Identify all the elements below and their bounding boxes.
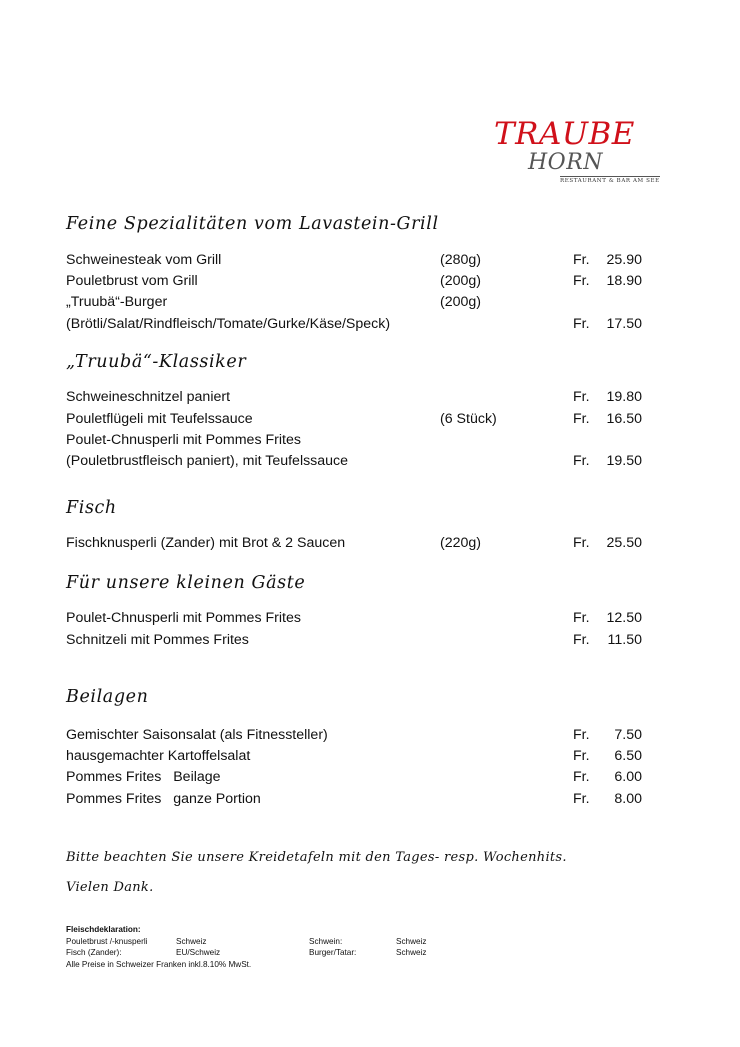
menu-item bbox=[66, 451, 646, 471]
section-title-grill: Feine Spezialitäten vom Lavastein-Grill bbox=[66, 214, 439, 234]
item-currency: Fr. bbox=[573, 769, 590, 785]
section-title-beilagen: Beilagen bbox=[66, 687, 149, 707]
chalkboard-note: Bitte beachten Sie unsere Kreidetafeln mit den Tages- resp. Wochenhits. bbox=[66, 850, 567, 865]
item-qty: (220g) bbox=[440, 535, 482, 551]
item-name: (Brötli/Salat/Rindfleisch/Tomate/Gurke/Käse/Speck) bbox=[66, 316, 391, 332]
item-currency: Fr. bbox=[573, 610, 590, 626]
logo-line-1: TRAUBE bbox=[494, 116, 635, 152]
item-currency: Fr. bbox=[573, 316, 590, 332]
item-name: Pommes Frites Beilage bbox=[66, 769, 221, 785]
section-title-klassiker: „Truubä“-Klassiker bbox=[66, 352, 247, 372]
item-name: Schweinesteak vom Grill bbox=[66, 252, 222, 268]
logo-tagline: RESTAURANT & BAR AM SEE bbox=[560, 178, 660, 184]
menu-item bbox=[66, 725, 646, 745]
declaration-origin: Schweiz bbox=[396, 936, 427, 946]
section-title-fisch: Fisch bbox=[66, 498, 117, 518]
declaration-origin: Schweiz bbox=[176, 936, 207, 946]
item-price: 18.90 bbox=[606, 273, 642, 289]
item-name: Schnitzeli mit Pommes Frites bbox=[66, 632, 249, 648]
restaurant-logo bbox=[490, 116, 660, 188]
item-price: 6.00 bbox=[614, 769, 642, 785]
item-qty: (6 Stück) bbox=[440, 411, 497, 427]
menu-item bbox=[66, 767, 646, 787]
item-price: 11.50 bbox=[607, 632, 642, 648]
meat-declaration bbox=[66, 924, 486, 970]
menu-item bbox=[66, 630, 646, 650]
declaration-product: Schwein: bbox=[309, 936, 343, 946]
item-currency: Fr. bbox=[573, 252, 590, 268]
declaration-row bbox=[66, 947, 486, 959]
item-currency: Fr. bbox=[573, 535, 590, 551]
menu-item bbox=[66, 250, 646, 270]
item-currency: Fr. bbox=[573, 389, 590, 405]
item-name: Fischknusperli (Zander) mit Brot & 2 Saucen bbox=[66, 535, 346, 551]
menu-item bbox=[66, 746, 646, 766]
thank-you-note: Vielen Dank. bbox=[66, 880, 154, 895]
item-currency: Fr. bbox=[573, 727, 590, 743]
menu-item bbox=[66, 789, 646, 809]
item-name: „Truubä“-Burger bbox=[66, 294, 168, 310]
item-price: 19.50 bbox=[606, 453, 642, 469]
item-name: Schweineschnitzel paniert bbox=[66, 389, 231, 405]
item-name: Poulet-Chnusperli mit Pommes Frites bbox=[66, 610, 301, 626]
declaration-product: Pouletbrust /-knusperli bbox=[66, 936, 148, 946]
item-qty: (200g) bbox=[440, 273, 482, 289]
menu-item bbox=[66, 608, 646, 628]
menu-item bbox=[66, 271, 646, 291]
item-currency: Fr. bbox=[573, 632, 590, 648]
declaration-product: Fisch (Zander): bbox=[66, 948, 122, 957]
price-note: Alle Preise in Schweizer Franken inkl.8.10% MwSt. bbox=[66, 959, 252, 969]
declaration-product: Burger/Tatar: bbox=[309, 948, 357, 957]
declaration-title: Fleischdeklaration: bbox=[66, 925, 141, 934]
menu-item bbox=[66, 387, 646, 407]
logo-line-2: HORN bbox=[528, 150, 604, 175]
item-price: 19.80 bbox=[606, 389, 642, 405]
item-name: Pommes Frites ganze Portion bbox=[66, 791, 261, 807]
menu-item bbox=[66, 292, 646, 312]
menu-item bbox=[66, 409, 646, 429]
item-name: hausgemachter Kartoffelsalat bbox=[66, 748, 251, 764]
menu-item bbox=[66, 430, 646, 450]
item-currency: Fr. bbox=[573, 453, 590, 469]
menu-item bbox=[66, 314, 646, 334]
item-price: 25.50 bbox=[606, 535, 642, 551]
item-name: Pouletbrust vom Grill bbox=[66, 273, 198, 289]
item-price: 12.50 bbox=[606, 610, 642, 626]
item-name: Pouletflügeli mit Teufelssauce bbox=[66, 411, 253, 427]
item-qty: (280g) bbox=[440, 252, 482, 268]
item-price: 16.50 bbox=[606, 411, 642, 427]
menu-item bbox=[66, 533, 646, 553]
declaration-row bbox=[66, 936, 486, 948]
item-price: 6.50 bbox=[614, 748, 642, 764]
declaration-origin: EU/Schweiz bbox=[176, 948, 221, 957]
item-price: 25.90 bbox=[606, 252, 642, 268]
section-title-kinder: Für unsere kleinen Gäste bbox=[66, 573, 306, 593]
item-price: 8.00 bbox=[614, 791, 642, 807]
item-name: Poulet-Chnusperli mit Pommes Frites bbox=[66, 432, 301, 448]
item-price: 17.50 bbox=[606, 316, 642, 332]
item-currency: Fr. bbox=[573, 273, 590, 289]
item-name: (Pouletbrustfleisch paniert), mit Teufelssauce bbox=[66, 453, 349, 469]
item-name: Gemischter Saisonsalat (als Fitnessteller) bbox=[66, 727, 328, 743]
item-currency: Fr. bbox=[573, 411, 590, 427]
item-qty: (200g) bbox=[440, 294, 482, 310]
item-currency: Fr. bbox=[573, 791, 590, 807]
item-currency: Fr. bbox=[573, 748, 590, 764]
item-price: 7.50 bbox=[614, 727, 642, 743]
declaration-origin: Schweiz bbox=[396, 948, 427, 957]
